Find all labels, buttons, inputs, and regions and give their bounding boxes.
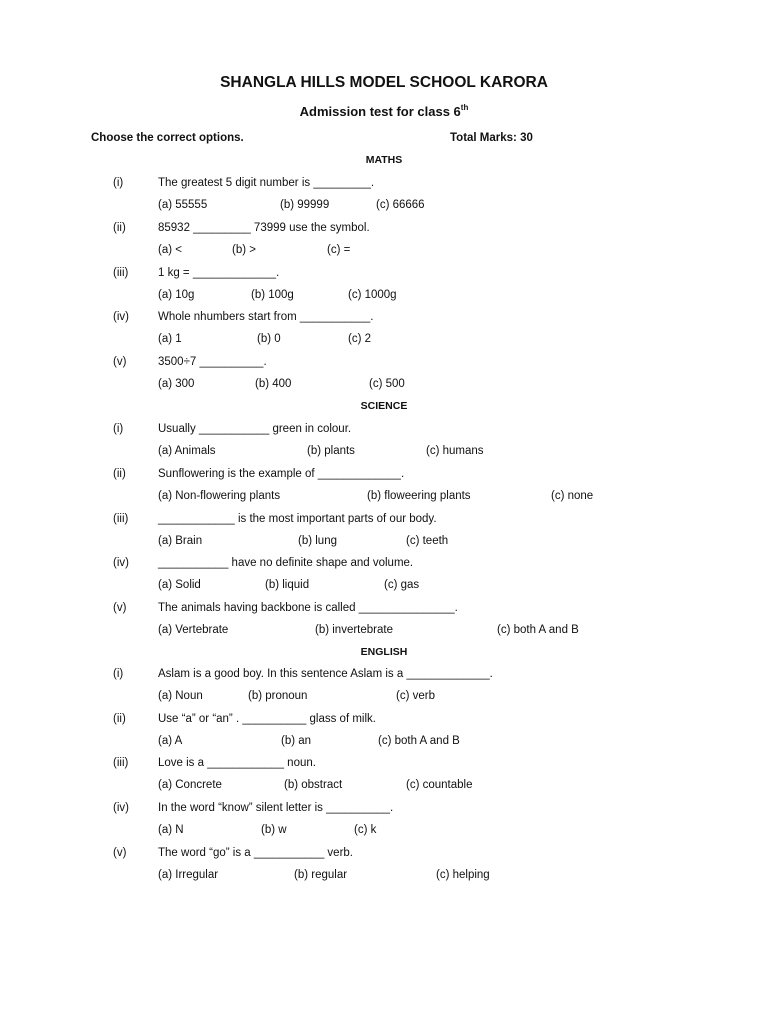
answer-option: (c) countable bbox=[406, 779, 473, 791]
section-heading: MATHS bbox=[365, 154, 403, 166]
question-number: (iii) bbox=[113, 513, 129, 525]
answer-option: (b) plants bbox=[307, 445, 355, 457]
answer-option: (a) 10g bbox=[158, 289, 195, 301]
answer-option: (c) none bbox=[551, 490, 594, 502]
answer-option: (b) lung bbox=[298, 535, 337, 547]
test-title bbox=[0, 104, 768, 120]
answer-option: (a) Brain bbox=[158, 535, 203, 547]
answer-option: (a) < bbox=[158, 244, 182, 256]
question-number: (ii) bbox=[113, 713, 126, 725]
question-text: Sunflowering is the example of _____________. bbox=[158, 468, 405, 480]
question-number: (ii) bbox=[113, 222, 126, 234]
answer-option: (b) > bbox=[232, 244, 256, 256]
answer-option: (b) 100g bbox=[251, 289, 294, 301]
question-number: (iv) bbox=[113, 802, 129, 814]
question-text: The greatest 5 digit number is _________. bbox=[158, 177, 375, 189]
instruction: Choose the correct options. bbox=[91, 132, 244, 144]
answer-option: (a) 55555 bbox=[158, 199, 208, 211]
test-title-text: Admission test for class 6 bbox=[299, 104, 461, 119]
question-number: (iv) bbox=[113, 311, 129, 323]
question-text: 1 kg = _____________. bbox=[158, 267, 280, 279]
question-text: ____________ is the most important parts of our body. bbox=[158, 513, 437, 525]
question-number: (ii) bbox=[113, 468, 126, 480]
question-text: Aslam is a good boy. In this sentence Aslam is a _____________. bbox=[158, 668, 493, 680]
answer-option: (b) obstract bbox=[284, 779, 343, 791]
answer-option: (a) Concrete bbox=[158, 779, 222, 791]
question-text: 85932 _________ 73999 use the symbol. bbox=[158, 222, 370, 234]
question-number: (i) bbox=[113, 423, 124, 435]
answer-option: (c) gas bbox=[384, 579, 420, 591]
answer-option: (c) 500 bbox=[369, 378, 405, 390]
answer-option: (b) regular bbox=[294, 869, 348, 881]
answer-option: (a) 300 bbox=[158, 378, 195, 390]
question-number: (v) bbox=[113, 602, 127, 614]
answer-option: (c) 2 bbox=[348, 333, 371, 345]
answer-option: (c) = bbox=[327, 244, 351, 256]
answer-option: (b) liquid bbox=[265, 579, 310, 591]
question-text: 3500÷7 __________. bbox=[158, 356, 267, 368]
question-number: (v) bbox=[113, 847, 127, 859]
answer-option: (a) Vertebrate bbox=[158, 624, 229, 636]
question-text: Usually ___________ green in colour. bbox=[158, 423, 352, 435]
question-number: (v) bbox=[113, 356, 127, 368]
answer-option: (a) A bbox=[158, 735, 183, 747]
answer-option: (a) Non-flowering plants bbox=[158, 490, 281, 502]
test-title-superscript: th bbox=[460, 103, 469, 112]
answer-option: (b) 99999 bbox=[280, 199, 330, 211]
question-text: In the word “know” silent letter is __________. bbox=[158, 802, 394, 814]
answer-option: (c) verb bbox=[396, 690, 435, 702]
answer-option: (c) teeth bbox=[406, 535, 449, 547]
total-marks: Total Marks: 30 bbox=[450, 132, 533, 144]
answer-option: (a) N bbox=[158, 824, 184, 836]
question-text: Use “a” or “an” . __________ glass of milk. bbox=[158, 713, 376, 725]
question-text: The word “go” is a ___________ verb. bbox=[158, 847, 353, 859]
answer-option: (b) 0 bbox=[257, 333, 281, 345]
answer-option: (a) Irregular bbox=[158, 869, 219, 881]
answer-option: (a) 1 bbox=[158, 333, 182, 345]
answer-option: (c) 66666 bbox=[376, 199, 425, 211]
answer-option: (b) invertebrate bbox=[315, 624, 393, 636]
question-number: (iii) bbox=[113, 267, 129, 279]
question-number: (i) bbox=[113, 668, 124, 680]
question-text: ___________ have no definite shape and volume. bbox=[158, 557, 414, 569]
answer-option: (a) Solid bbox=[158, 579, 201, 591]
answer-option: (c) humans bbox=[426, 445, 484, 457]
question-text: Love is a ____________ noun. bbox=[158, 757, 316, 769]
answer-option: (a) Noun bbox=[158, 690, 203, 702]
answer-option: (c) both A and B bbox=[378, 735, 460, 747]
question-number: (iv) bbox=[113, 557, 129, 569]
school-title: SHANGLA HILLS MODEL SCHOOL KARORA bbox=[220, 74, 548, 91]
section-heading: SCIENCE bbox=[360, 400, 408, 412]
question-text: Whole nhumbers start from ___________. bbox=[158, 311, 374, 323]
question-number: (i) bbox=[113, 177, 124, 189]
answer-option: (b) an bbox=[281, 735, 312, 747]
answer-option: (c) both A and B bbox=[497, 624, 579, 636]
answer-option: (b) 400 bbox=[255, 378, 292, 390]
answer-option: (c) 1000g bbox=[348, 289, 397, 301]
answer-option: (b) floweering plants bbox=[367, 490, 471, 502]
answer-option: (b) w bbox=[261, 824, 287, 836]
answer-option: (b) pronoun bbox=[248, 690, 308, 702]
question-text: The animals having backbone is called _______________. bbox=[158, 602, 458, 614]
answer-option: (a) Animals bbox=[158, 445, 216, 457]
answer-option: (c) k bbox=[354, 824, 377, 836]
answer-option: (c) helping bbox=[436, 869, 490, 881]
section-heading: ENGLISH bbox=[360, 646, 408, 658]
question-number: (iii) bbox=[113, 757, 129, 769]
